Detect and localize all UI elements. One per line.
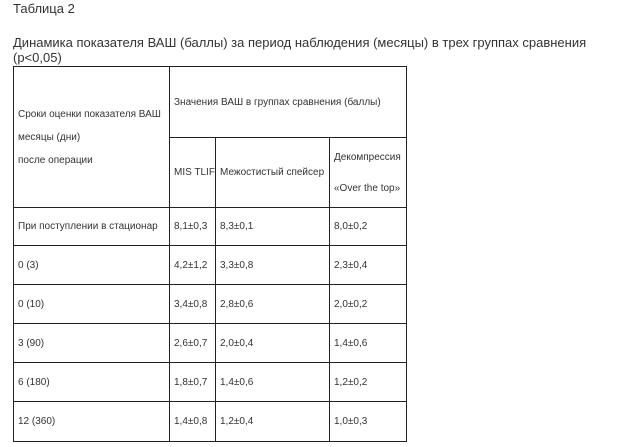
table-row [14, 285, 407, 324]
decompression-value: 1,4±0,6 [330, 324, 407, 363]
vas-table [13, 66, 407, 442]
spacer-value: 1,2±0,4 [216, 402, 330, 442]
period-column-header [14, 67, 170, 208]
mis-tlif-value: 1,8±0,7 [170, 363, 216, 402]
spacer-value: 2,8±0,6 [216, 285, 330, 324]
decompression-value: 8,0±0,2 [330, 208, 407, 246]
table-row [14, 363, 407, 402]
mis-tlif-value: 8,1±0,3 [170, 208, 216, 246]
column-header-spacer: Межостистый спейсер [216, 138, 330, 208]
table-row [14, 324, 407, 363]
table-row [14, 246, 407, 285]
period-cell: 0 (3) [14, 246, 170, 285]
period-cell: 3 (90) [14, 324, 170, 363]
decompression-header-line: «Over the top» [334, 182, 401, 194]
spacer-value: 8,3±0,1 [216, 208, 330, 246]
spacer-value: 1,4±0,6 [216, 363, 330, 402]
period-cell: При поступлении в стационар [14, 208, 170, 246]
spacer-value: 2,0±0,4 [216, 324, 330, 363]
period-header-line: после операции [18, 154, 93, 166]
spacer-value: 3,3±0,8 [216, 246, 330, 285]
mis-tlif-value: 3,4±0,8 [170, 285, 216, 324]
group-column-header: Значения ВАШ в группах сравнения (баллы) [170, 67, 407, 138]
mis-tlif-value: 2,6±0,7 [170, 324, 216, 363]
period-header-line: месяцы (дни) [18, 131, 81, 143]
table-row [14, 402, 407, 442]
period-cell: 12 (360) [14, 402, 170, 442]
mis-tlif-value: 4,2±1,2 [170, 246, 216, 285]
mis-tlif-value: 1,4±0,8 [170, 402, 216, 442]
table-heading: Динамика показателя ВАШ (баллы) за период наблюдения (месяцы) в трех группах сравнения (р<0,05) [13, 35, 587, 65]
table-caption: Таблица 2 [13, 1, 75, 16]
decompression-value: 1,0±0,3 [330, 402, 407, 442]
period-cell: 6 (180) [14, 363, 170, 402]
column-header-decompression [330, 138, 407, 208]
decompression-value: 2,0±0,2 [330, 285, 407, 324]
column-header-mis-tlif: MIS TLIF [170, 138, 216, 208]
table-row [14, 208, 407, 246]
period-header-line: Сроки оценки показателя ВАШ [18, 108, 161, 120]
decompression-value: 1,2±0,2 [330, 363, 407, 402]
period-cell: 0 (10) [14, 285, 170, 324]
decompression-header-line: Декомпрессия [334, 151, 401, 163]
decompression-value: 2,3±0,4 [330, 246, 407, 285]
